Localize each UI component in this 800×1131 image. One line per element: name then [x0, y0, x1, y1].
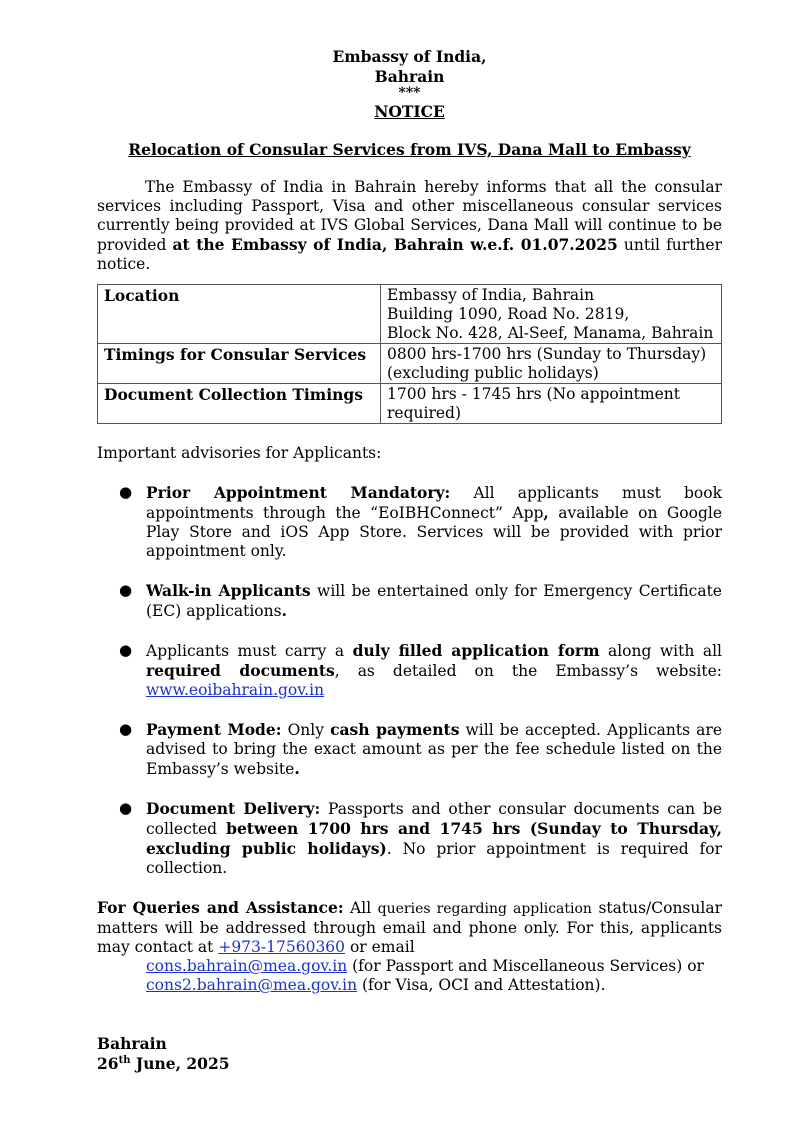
table-key: Location — [98, 285, 381, 344]
intro-highlight: at the Embassy of India, Bahrain w.e.f. 01.07.2025 — [172, 235, 618, 254]
bullet-icon: ● — [119, 799, 133, 817]
email-line: cons2.bahrain@mea.gov.in (for Visa, OCI and Attestation). — [146, 976, 606, 994]
bullet-icon: ● — [119, 641, 133, 659]
email-link-visa[interactable]: cons2.bahrain@mea.gov.in — [146, 976, 358, 994]
website-link[interactable]: www.eoibahrain.gov.in — [146, 681, 325, 699]
notice-document — [97, 47, 722, 995]
email-line: cons.bahrain@mea.gov.in (for Passport and Miscellaneous Services) or — [146, 957, 704, 975]
signoff — [97, 1034, 230, 1073]
notice-subject: Relocation of Consular Services from IVS, Dana Mall to Embassy — [128, 140, 691, 159]
bullet-icon: ● — [119, 483, 133, 501]
info-table — [97, 284, 722, 424]
table-key: Document Collection Timings — [98, 384, 381, 424]
signoff-place: Bahrain — [97, 1034, 167, 1053]
list-item: ● Walk-in Applicants will be entertained only for Emergency Certificate (EC) applications. — [119, 581, 722, 620]
list-item: ● Payment Mode: Only cash payments will be accepted. Applicants are advised to bring the exact amount as per the fee schedule listed on the Embassy’s website. — [119, 720, 722, 778]
table-value: 1700 hrs - 1745 hrs (No appointment required) — [381, 384, 722, 424]
table-row — [98, 344, 722, 384]
email-link-passport[interactable]: cons.bahrain@mea.gov.in — [146, 957, 348, 975]
bullet-icon: ● — [119, 720, 133, 738]
signoff-date: 26th June, 2025 — [97, 1053, 230, 1073]
bullet-icon: ● — [119, 581, 133, 599]
intro-paragraph: The Embassy of India in Bahrain hereby informs that all the consular services including Passport, Visa and other miscellaneous consular services currently being provided at IVS Global Services, Dana Mall will continue to be provided at the Embassy of India, Bahrain w.e.f. 01.07.2025 until further notice. — [97, 178, 722, 273]
table-row — [98, 384, 722, 424]
table-value: Embassy of India, Bahrain Building 1090, Road No. 2819, Block No. 428, Al-Seef, Manama, Bahrain — [381, 285, 722, 344]
queries-paragraph: For Queries and Assistance: All queries regarding application status/Consular matters will be addressed through email and phone only. For this, applicants may contact at +973-17560360 or email — [97, 898, 722, 956]
email-list — [97, 957, 722, 995]
list-item: ● Document Delivery: Passports and other consular documents can be collected between 1700 hrs and 1745 hrs (Sunday to Thursday, excluding public holidays). No prior appointment is required for collection. — [119, 799, 723, 877]
notice-heading: NOTICE — [374, 102, 445, 121]
advisories-list — [97, 483, 722, 878]
separator-stars: *** — [398, 85, 421, 101]
embassy-country: Bahrain — [374, 66, 445, 86]
table-key: Timings for Consular Services — [98, 344, 381, 384]
list-item: ● Applicants must carry a duly filled application form along with all required documents, as detailed on the Embassy’s website: www.eoibahrain.gov.in — [119, 641, 723, 699]
list-item: ● Prior Appointment Mandatory: All applicants must book appointments through the “EoIBHConnect” App, available on Google Play Store and iOS App Store. Services will be provided with prior appointment only. — [119, 483, 723, 560]
table-value: 0800 hrs-1700 hrs (Sunday to Thursday) (excluding public holidays) — [381, 344, 722, 384]
embassy-name: Embassy of India, — [332, 47, 487, 66]
advisories-title: Important advisories for Applicants: — [97, 444, 382, 462]
table-row — [98, 285, 722, 344]
phone-link[interactable]: +973-17560360 — [218, 938, 346, 956]
